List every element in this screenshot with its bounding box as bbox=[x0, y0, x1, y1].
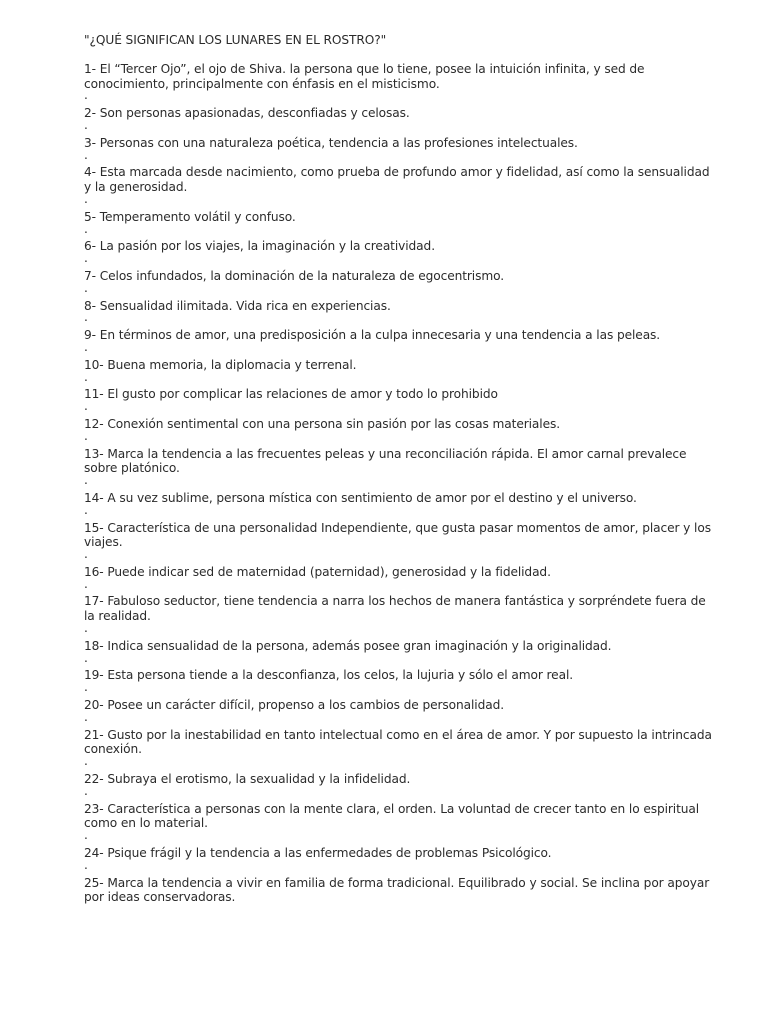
list-item: 10- Buena memoria, la diplomacia y terrenal. bbox=[84, 357, 357, 372]
item-separator: . bbox=[84, 399, 88, 414]
item-separator: . bbox=[84, 709, 88, 724]
list-item: 3- Personas con una naturaleza poética, tendencia a las profesiones intelectuales. bbox=[84, 135, 578, 150]
item-separator: . bbox=[84, 339, 88, 354]
item-separator: . bbox=[84, 783, 88, 798]
list-item: 17- Fabuloso seductor, tiene tendencia a narra los hechos de manera fantástica y sorpréndete fuera de la realidad. bbox=[84, 594, 706, 624]
list-item: 7- Celos infundados, la dominación de la naturaleza de egocentrismo. bbox=[84, 268, 505, 283]
item-separator: . bbox=[84, 473, 88, 488]
item-separator: . bbox=[84, 369, 88, 384]
list-item: 22- Subraya el erotismo, la sexualidad y la infidelidad. bbox=[84, 772, 411, 787]
list-item: 4- Esta marcada desde nacimiento, como prueba de profundo amor y fidelidad, así como la sensualidad y la generosidad. bbox=[84, 165, 710, 195]
list-item: 14- A su vez sublime, persona mística con sentimiento de amor por el destino y el universo. bbox=[84, 490, 637, 505]
item-separator: . bbox=[84, 88, 88, 103]
list-item: 9- En términos de amor, una predisposición a la culpa innecesaria y una tendencia a las peleas. bbox=[84, 328, 661, 343]
list-item: 25- Marca la tendencia a vivir en familia de forma tradicional. Equilibrado y social. Se inclina por apoyar por ideas conservadoras. bbox=[84, 875, 710, 905]
item-separator: . bbox=[84, 191, 88, 206]
list-item: 2- Son personas apasionadas, desconfiadas y celosas. bbox=[84, 106, 410, 121]
list-item: 11- El gusto por complicar las relaciones de amor y todo lo prohibido bbox=[84, 387, 498, 402]
items-list bbox=[84, 62, 714, 905]
list-item: 13- Marca la tendencia a las frecuentes peleas y una reconciliación rápida. El amor carnal prevalece sobre platónico. bbox=[84, 446, 687, 476]
item-separator: . bbox=[84, 310, 88, 325]
item-separator: . bbox=[84, 828, 88, 843]
item-separator: . bbox=[84, 251, 88, 266]
item-separator: . bbox=[84, 680, 88, 695]
item-separator: . bbox=[84, 221, 88, 236]
item-separator: . bbox=[84, 754, 88, 769]
list-item: 16- Puede indicar sed de maternidad (paternidad), generosidad y la fidelidad. bbox=[84, 564, 551, 579]
list-item: 5- Temperamento volátil y confuso. bbox=[84, 209, 296, 224]
item-separator: . bbox=[84, 621, 88, 636]
list-item: 24- Psique frágil y la tendencia a las enfermedades de problemas Psicológico. bbox=[84, 846, 552, 861]
list-item: 12- Conexión sentimental con una persona sin pasión por las cosas materiales. bbox=[84, 416, 560, 431]
list-item: 21- Gusto por la inestabilidad en tanto intelectual como en el área de amor. Y por supuesto la intrincada conexión. bbox=[84, 727, 712, 757]
document-title: "¿QUÉ SIGNIFICAN LOS LUNARES EN EL ROSTRO?" bbox=[84, 33, 387, 47]
item-separator: . bbox=[84, 650, 88, 665]
item-separator: . bbox=[84, 147, 88, 162]
list-item: 6- La pasión por los viajes, la imaginación y la creatividad. bbox=[84, 239, 435, 254]
item-separator: . bbox=[84, 547, 88, 562]
item-separator: . bbox=[84, 502, 88, 517]
list-item: 1- El “Tercer Ojo”, el ojo de Shiva. la persona que lo tiene, posee la intuición infinita, y sed de conocimiento, principalmente con énfasis en el misticismo. bbox=[84, 61, 645, 91]
item-separator: . bbox=[84, 576, 88, 591]
list-item: 23- Característica a personas con la mente clara, el orden. La voluntad de crecer tanto en lo espiritual como en lo material. bbox=[84, 801, 700, 831]
document-page bbox=[84, 33, 714, 905]
list-item: 20- Posee un carácter difícil, propenso a los cambios de personalidad. bbox=[84, 698, 504, 713]
list-item: 8- Sensualidad ilimitada. Vida rica en experiencias. bbox=[84, 298, 391, 313]
item-separator: . bbox=[84, 428, 88, 443]
item-separator: . bbox=[84, 117, 88, 132]
list-item: 15- Característica de una personalidad Independiente, que gusta pasar momentos de amor, placer y los viajes. bbox=[84, 520, 711, 550]
list-item: 18- Indica sensualidad de la persona, además posee gran imaginación y la originalidad. bbox=[84, 638, 612, 653]
list-item: 19- Esta persona tiende a la desconfianza, los celos, la lujuria y sólo el amor real. bbox=[84, 668, 573, 683]
item-separator: . bbox=[84, 857, 88, 872]
item-separator: . bbox=[84, 280, 88, 295]
